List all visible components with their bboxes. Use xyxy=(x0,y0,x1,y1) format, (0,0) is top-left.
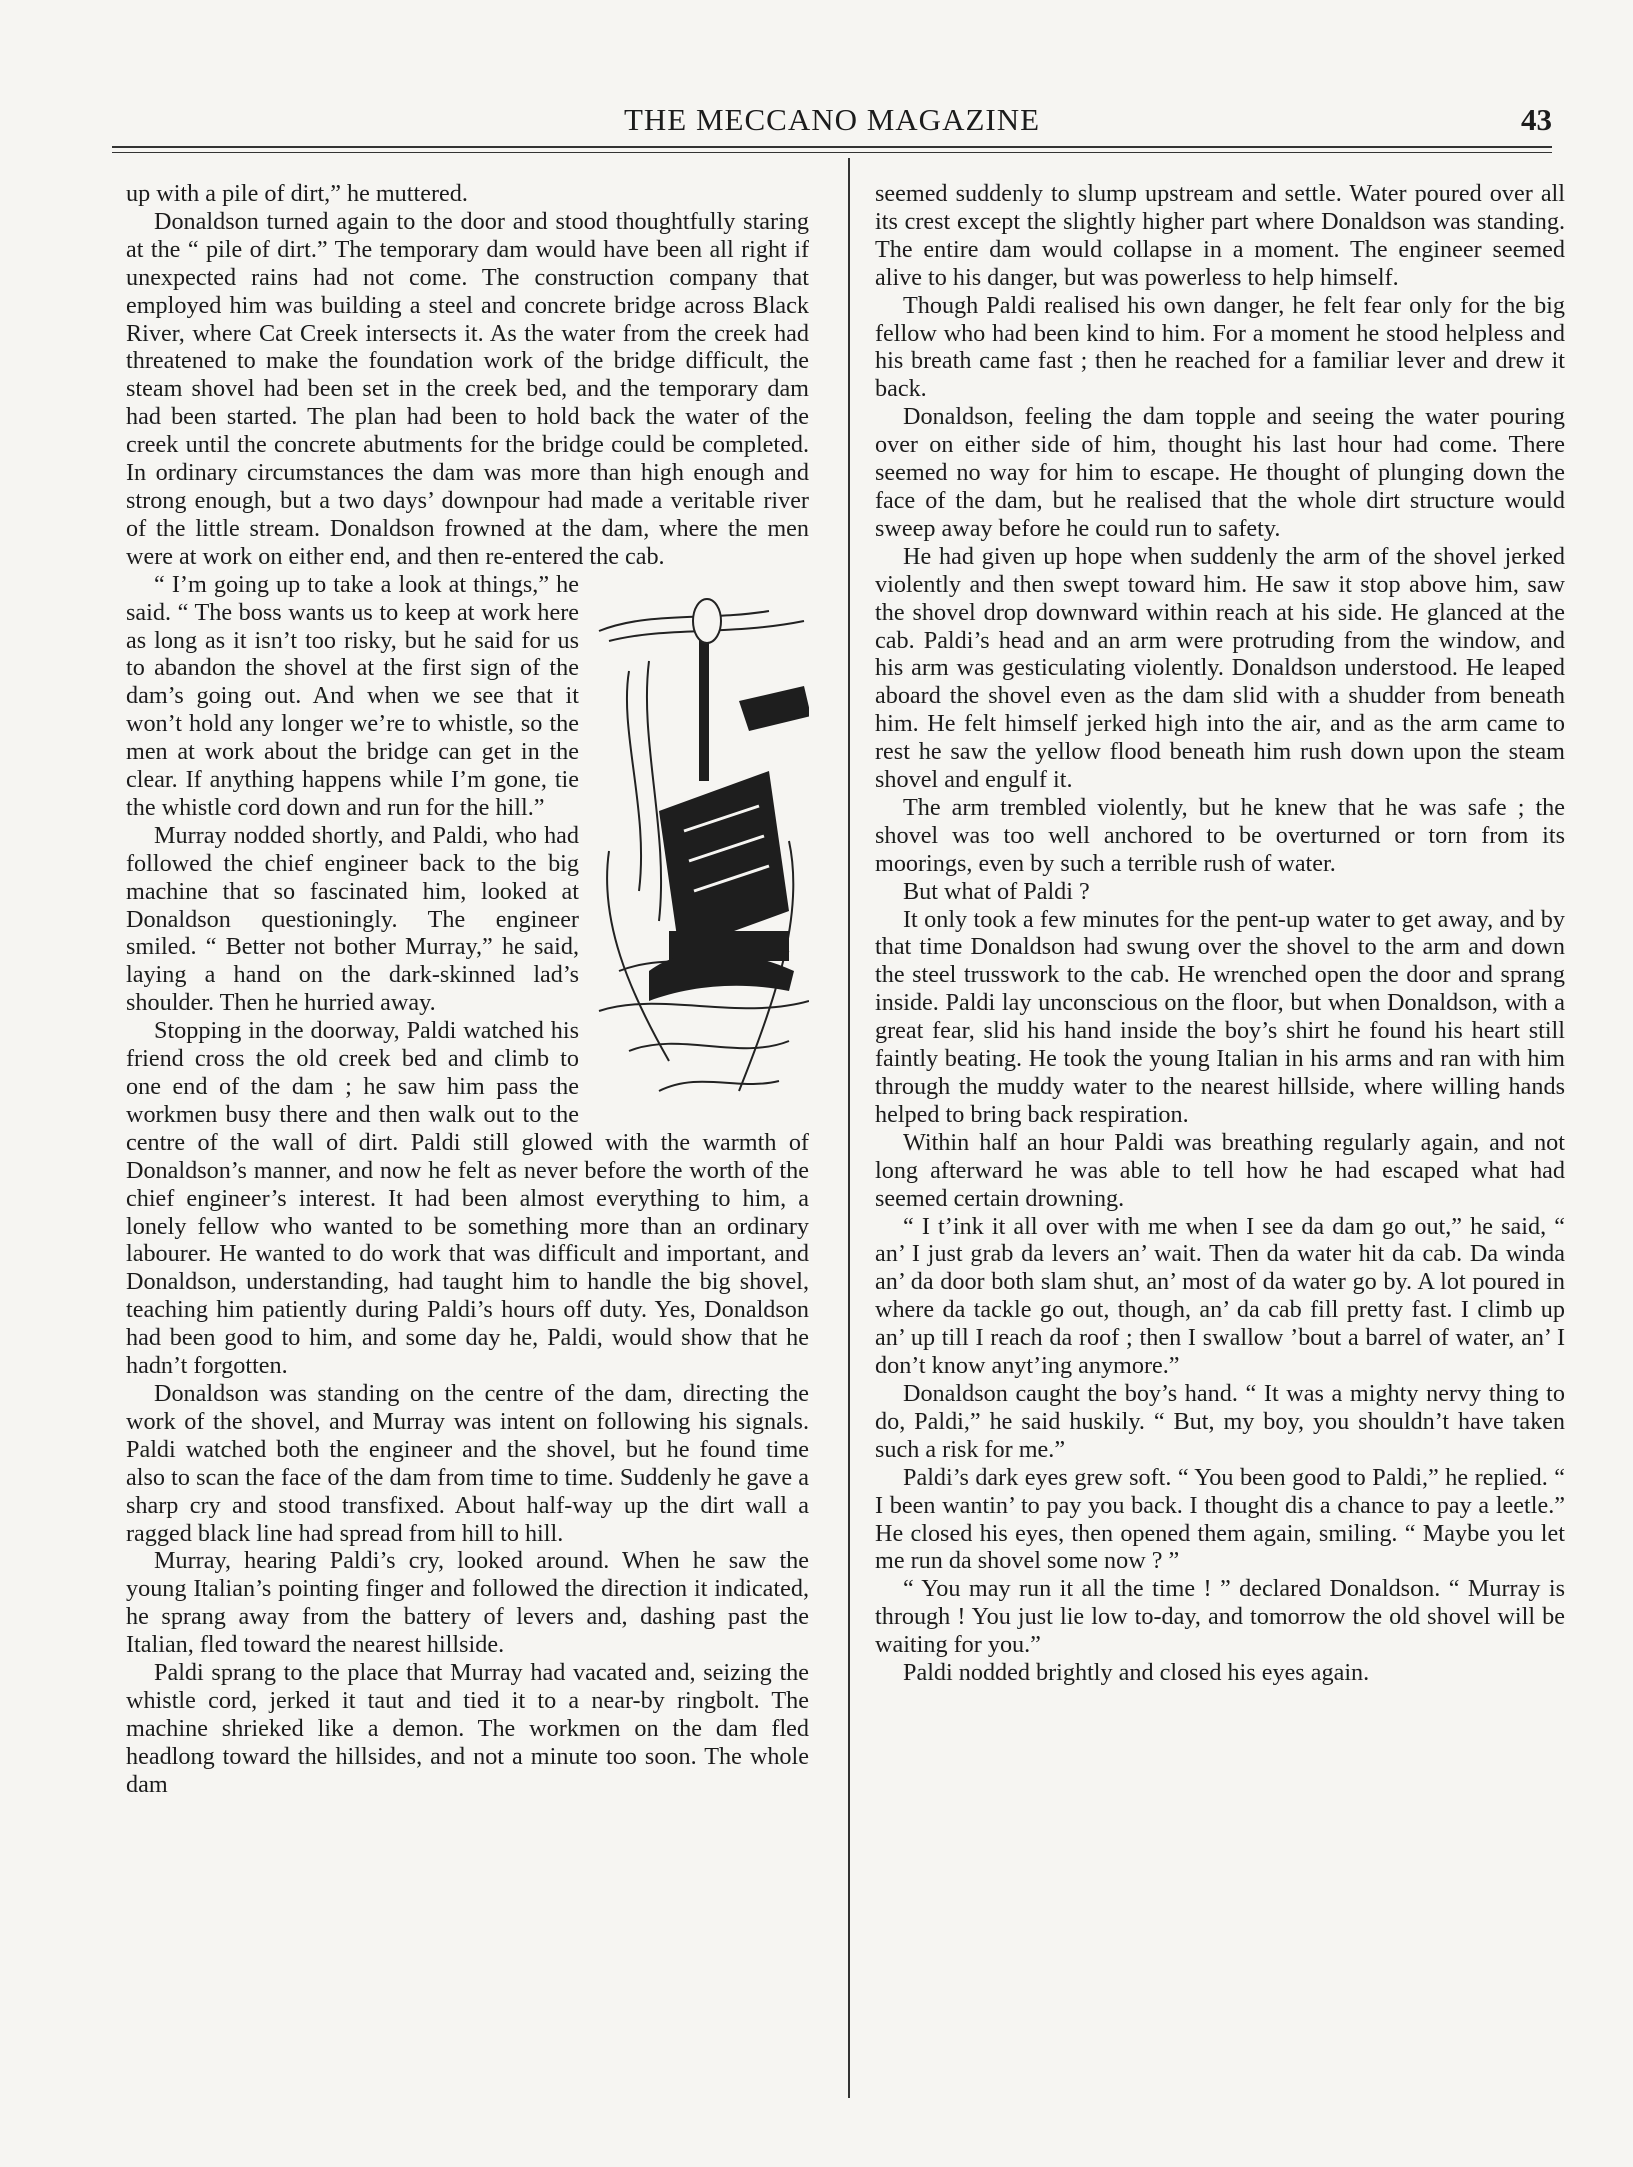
right-column xyxy=(875,180,1565,2100)
paragraph: Stopping in the doorway, Paldi watched his friend cross the old creek bed and climb to one end of the dam ; he saw him pass the workmen busy there and then walk out to the centre of the wall of dirt. Paldi still glowed with the warmth of Donaldson’s manner, and now he felt as never before the worth of the chief engineer’s interest. It had been almost everything to him, a lonely fellow who wanted to be something more than an ordinary labourer. He wanted to do work that was difficult and important, and Donaldson, understanding, had taught him to handle the big shovel, teaching him patiently during Paldi’s hours off duty. Yes, Donaldson had been good to him, and some day he, Paldi, would show that he hadn’t forgotten. xyxy=(126,1017,809,1380)
paragraph: Paldi sprang to the place that Murray had vacated and, seizing the whistle cord, jerked it taut and tied it to a near-by ringbolt. The machine shrieked like a demon. The workmen on the dam fled headlong toward the hillsides, and not a minute too soon. The whole dam xyxy=(126,1659,809,1798)
column-divider xyxy=(848,158,850,2098)
header-rule-thin xyxy=(112,152,1552,153)
paragraph: It only took a few minutes for the pent-up water to get away, and by that time Donaldson had swung over the shovel to the arm and down the steel trusswork to the cab. He wrenched open the door and sprang inside. Paldi lay unconscious on the floor, but when Donaldson, with a great fear, slid his hand inside the boy’s shirt he found his heart still faintly beating. He took the young Italian in his arms and ran with him through the muddy water to the nearest hillside, where willing hands helped to bring back respiration. xyxy=(875,905,1565,1128)
paragraph: Murray nodded shortly, and Paldi, who had followed the chief engineer back to the big machine that so fascinated him, looked at Donaldson questioningly. The engineer smiled. “ Better not bother Murray,” he said, laying a hand on the dark-skinned lad’s shoulder. Then he hurried away. xyxy=(126,821,579,1017)
paragraph: “ I’m going up to take a look at things,” he said. “ The boss wants us to keep at work here as long as it isn’t too risky, but he said for us to abandon the shovel at the first sign of the dam’s going out. And when we see that it won’t hold any longer we’re to whistle, so the men at work about the bridge can get in the clear. If anything happens while I’m gone, tie the whistle cord down and run for the hill.” xyxy=(126,570,579,821)
paragraph: seemed suddenly to slump upstream and settle. Water poured over all its crest except the slightly higher part where Donaldson was standing. The entire dam would collapse in a moment. The engineer seemed alive to his danger, but was powerless to help himself. xyxy=(875,180,1565,291)
magazine-title: THE MECCANO MAGAZINE xyxy=(623,102,1041,137)
paragraph: up with a pile of dirt,” he muttered. xyxy=(126,180,468,207)
paragraph: Donaldson caught the boy’s hand. “ It was a mighty nervy thing to do, Paldi,” he said huskily. “ But, my boy, you shouldn’t have taken such a risk for me.” xyxy=(875,1379,1565,1463)
header-rule-thick xyxy=(112,146,1552,148)
paragraph: He had given up hope when suddenly the arm of the shovel jerked violently and then swept toward him. He saw it stop above him, saw the shovel drop downward within reach at his side. He glanced at the cab. Paldi’s head and an arm were protruding from the window, and his arm was gesticulating violently. Donaldson understood. He leaped aboard the shovel even as the dam slid with a shudder from beneath him. He felt himself jerked high into the air, and as the arm came to rest he saw the yellow flood beneath him rush down upon the steam shovel and engulf it. xyxy=(875,542,1565,794)
paragraph: “ I t’ink it all over with me when I see da dam go out,” he said, “ an’ I just grab da levers an’ wait. Then da water hit da cab. Da winda an’ da door both slam shut, an’ most of da water go by. A lot poured in where da tackle go out, though, an’ da cab fill pretty fast. I climb up an’ up till I reach da roof ; then I swallow ’bout a barrel of water, an’ I don’t know anyt’ing anymore.” xyxy=(875,1212,1565,1380)
paragraph: Paldi nodded brightly and closed his eyes again. xyxy=(903,1659,1370,1687)
paragraph: Donaldson turned again to the door and stood thoughtfully staring at the “ pile of dirt.” The temporary dam would have been all right if unexpected rains had not come. The construction company that employed him was building a steel and concrete bridge across Black River, where Cat Creek intersects it. As the water from the creek had threatened to make the foundation work of the bridge difficult, the steam shovel had been set in the creek bed, and the temporary dam had been started. The plan had been to hold back the water of the creek until the concrete abutments for the bridge could be completed. In ordinary circumstances the dam was more than high enough and strong enough, but a two days’ downpour had made a veritable river of the little stream. Donaldson frowned at the dam, where the men were at work on either end, and then re-entered the cab. xyxy=(126,207,809,570)
left-column xyxy=(126,180,809,2100)
paragraph: Donaldson, feeling the dam topple and seeing the water pouring over on either side of him, thought his last hour had come. There seemed no way for him to escape. He thought of plunging down the face of the dam, but he realised that the whole dirt structure would sweep away before he could run to safety. xyxy=(875,403,1565,542)
running-header xyxy=(112,102,1552,142)
paragraph: “ You may run it all the time ! ” declared Donaldson. “ Murray is through ! You just lie low to-day, and tomorrow the old shovel will be waiting for you.” xyxy=(875,1575,1565,1659)
paragraph: But what of Paldi ? xyxy=(903,877,1090,905)
paragraph: Donaldson was standing on the centre of the dam, directing the work of the shovel, and Murray was intent on following his signals. Paldi watched both the engineer and the shovel, but he found time also to scan the face of the dam from time to time. Suddenly he gave a sharp cry and stood transfixed. About half-way up the dirt wall a ragged black line had spread from hill to hill. xyxy=(126,1379,809,1547)
paragraph: Paldi’s dark eyes grew soft. “ You been good to Paldi,” he replied. “ I been wantin’ to pay you back. I thought dis a chance to pay a leetle.” He closed his eyes, then opened them again, smiling. “ Maybe you let me run da shovel some now ? ” xyxy=(875,1463,1565,1575)
paragraph: Though Paldi realised his own danger, he felt fear only for the big fellow who had been kind to him. For a moment he stood helpless and his breath came fast ; then he reached for a familiar lever and drew it back. xyxy=(875,291,1565,403)
paragraph: Murray, hearing Paldi’s cry, looked around. When he saw the young Italian’s pointing finger and followed the direction it indicated, he sprang away from the battery of levers and, dashing past the Italian, fled toward the nearest hillside. xyxy=(126,1547,809,1659)
page-number: 43 xyxy=(1521,102,1552,137)
paragraph: The arm trembled violently, but he knew that he was safe ; the shovel was too well anchored to be overturned or torn from its moorings, even by such a terrible rush of water. xyxy=(875,793,1565,877)
steam-shovel-illustration xyxy=(589,591,809,1109)
paragraph: Within half an hour Paldi was breathing regularly again, and not long afterward he was able to tell how he had escaped what had seemed certain drowning. xyxy=(875,1128,1565,1212)
steam-shovel-flood-icon xyxy=(589,591,809,1109)
